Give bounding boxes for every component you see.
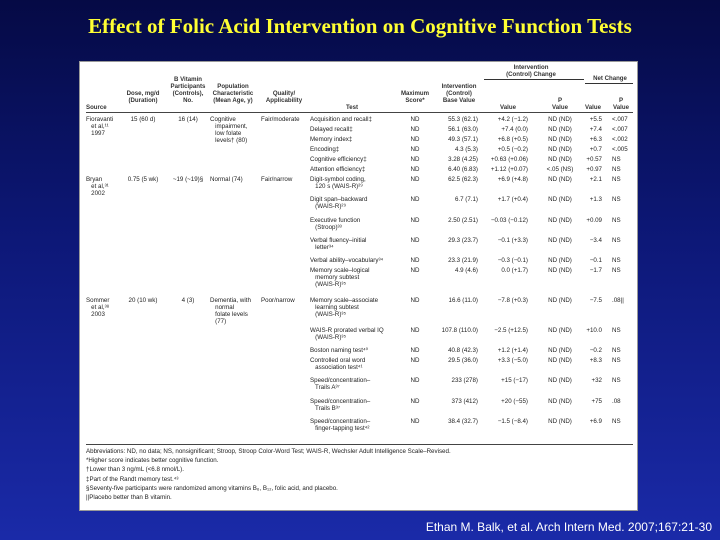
cell-max-score: ND [410, 176, 420, 183]
cell-base-value: 16.6 (11.0) [448, 297, 478, 304]
footnote-line: ‡Part of the Randt memory test.⁴³ [86, 475, 179, 483]
cell-change-p: ND (ND) [548, 176, 572, 183]
cell-max-score: ND [410, 217, 420, 224]
cell-net-p: .08|| [612, 297, 624, 304]
cell-change-value: +0.5 (−0.2) [497, 146, 528, 153]
cell-test: Memory scale–associate learning subtest (WAIS-R)³⁵ [310, 297, 379, 318]
cell-change-value: +6.8 (+0.5) [497, 136, 528, 143]
cell-base-value: 6.40 (6.83) [448, 166, 478, 173]
footnote-line: §Seventy-five participants were randomized among vitamins B₆, B₁₂, folic acid, and placebo. [86, 484, 338, 492]
cell-change-value: −1.5 (−8.4) [497, 418, 528, 425]
cell-dose: 15 (60 d) [130, 116, 156, 123]
cell-max-score: ND [410, 136, 420, 143]
cell-net-value: +0.97 [586, 166, 602, 173]
cell-change-p: ND (ND) [548, 418, 572, 425]
cell-change-value: +7.4 (0.0) [501, 126, 528, 133]
cell-net-value: +7.4 [589, 126, 602, 133]
cell-net-p: NS [612, 196, 621, 203]
cell-change-p: ND (ND) [548, 377, 572, 384]
cell-change-p: ND (ND) [548, 217, 572, 224]
cell-population: Cognitive impairment, low folate levels† (80) [210, 116, 248, 144]
cell-max-score: ND [410, 156, 420, 163]
footnote-line: †Lower than 3 ng/mL (<6.8 nmol/L). [86, 466, 184, 474]
cell-base-value: 3.28 (4.25) [448, 156, 478, 163]
cell-change-p: ND (ND) [548, 126, 572, 133]
cell-test: Speed/concentration– finger-tapping test⁴² [310, 418, 371, 432]
cell-net-value: +0.7 [589, 146, 602, 153]
cell-test: Verbal ability–vocabulary³⁴ [310, 257, 384, 264]
cell-change-p: ND (ND) [548, 257, 572, 264]
cell-net-value: +5.5 [589, 116, 602, 123]
cell-base-value: 2.50 (2.51) [448, 217, 478, 224]
cell-base-value: 4.9 (4.6) [454, 267, 478, 274]
cell-dose: 20 (10 wk) [128, 297, 158, 304]
cell-base-value: 233 (278) [451, 377, 478, 384]
header-dose: Dose, mg/d (Duration) [126, 90, 160, 104]
cell-participants: ~19 (~19)§ [172, 176, 204, 183]
cell-change-value: −0.03 (−0.12) [490, 217, 528, 224]
cell-change-value: +1.2 (+1.4) [497, 347, 528, 354]
header-change-group: Intervention (Control) Change [506, 64, 556, 78]
cell-base-value: 49.3 (57.1) [448, 136, 478, 143]
cell-population: Dementia, with normal folate levels (77) [210, 297, 251, 325]
cell-change-p: ND (ND) [548, 146, 572, 153]
cell-change-value: +1.7 (+0.4) [497, 196, 528, 203]
cell-quality: Fair/moderate [261, 116, 300, 123]
cell-net-value: +6.3 [589, 136, 602, 143]
cell-max-score: ND [410, 257, 420, 264]
cell-net-value: +1.3 [589, 196, 602, 203]
cell-test: Digit span–backward (WAIS-R)²⁹ [310, 196, 368, 210]
cell-change-p: ND (ND) [548, 347, 572, 354]
cell-change-p: ND (ND) [548, 297, 572, 304]
footnote-line: *Higher score indicates better cognitive function. [86, 457, 219, 465]
header-change-p: P Value [552, 97, 568, 111]
cell-max-score: ND [410, 357, 420, 364]
cell-max-score: ND [410, 377, 420, 384]
cell-net-value: +6.9 [589, 418, 602, 425]
cell-test: Verbal fluency–initial letter³⁴ [310, 237, 367, 251]
cell-test: Acquisition and recall‡ [310, 116, 372, 123]
cell-net-p: NS [612, 166, 621, 173]
header-quality: Quality/ Applicability [265, 90, 303, 104]
net-group-underline [585, 83, 633, 84]
footnote-line: ||Placebo better than B vitamin. [86, 494, 172, 502]
cell-test: Speed/concentration– Trails A³⁷ [310, 377, 371, 391]
header-test: Test [346, 104, 359, 111]
cell-change-value: −7.8 (+0.3) [497, 297, 528, 304]
header-change-value: Value [500, 104, 516, 111]
cell-max-score: ND [410, 327, 420, 334]
header-population: Population Characteristic (Mean Age, y) [212, 83, 254, 104]
header-net-value: Value [585, 104, 601, 111]
footnote-line: Abbreviations: ND, no data; NS, nonsignificant; Stroop, Stroop Color-Word Test; WAIS-R, Wechsler Adult Intelligence Scale–Revised. [86, 448, 451, 455]
cell-test: WAIS-R prorated verbal IQ (WAIS-R)³⁵ [310, 327, 384, 341]
cell-net-p: NS [612, 257, 621, 264]
cell-change-p: ND (ND) [548, 237, 572, 244]
cell-net-value: −0.1 [589, 257, 602, 264]
cell-net-p: <.007 [612, 116, 628, 123]
cell-change-value: +1.12 (+0.07) [490, 166, 528, 173]
cell-net-value: +0.09 [586, 217, 602, 224]
cell-change-p: ND (ND) [548, 327, 572, 334]
cell-net-p: <.002 [612, 136, 628, 143]
cell-change-value: +3.3 (−5.0) [497, 357, 528, 364]
citation: Ethan M. Balk, et al. Arch Intern Med. 2007;167:21-30 [425, 520, 712, 534]
cell-change-value: −2.5 (+12.5) [494, 327, 528, 334]
cell-net-value: +75 [591, 398, 602, 405]
cell-base-value: 55.3 (62.1) [448, 116, 478, 123]
cell-base-value: 62.5 (62.3) [448, 176, 478, 183]
cell-net-value: +0.57 [586, 156, 602, 163]
cell-max-score: ND [410, 418, 420, 425]
cell-change-p: ND (ND) [548, 196, 572, 203]
cell-source: Fioravanti et al,¹¹ 1997 [86, 116, 114, 137]
cell-test: Speed/concentration– Trails B³⁷ [310, 398, 371, 412]
cell-base-value: 373 (412) [451, 398, 478, 405]
cell-source: Sommer et al,³⁸ 2003 [86, 297, 110, 318]
cell-net-p: NS [612, 217, 621, 224]
cell-change-value: −0.3 (−0.1) [497, 257, 528, 264]
cell-quality: Fair/narrow [261, 176, 293, 183]
cell-net-value: −0.2 [589, 347, 602, 354]
cell-net-p: NS [612, 267, 621, 274]
cell-change-p: ND (ND) [548, 398, 572, 405]
cell-test: Delayed recall‡ [310, 126, 353, 133]
cell-change-value: 0.0 (+1.7) [501, 267, 528, 274]
cell-test: Cognitive efficiency‡ [310, 156, 367, 163]
cell-change-p: ND (ND) [548, 116, 572, 123]
cell-net-p: NS [612, 357, 621, 364]
cell-base-value: 40.8 (42.3) [448, 347, 478, 354]
cell-change-value: +6.9 (+4.8) [497, 176, 528, 183]
cell-test: Controlled oral word association test⁴¹ [310, 357, 366, 371]
cell-change-p: ND (ND) [548, 136, 572, 143]
cell-base-value: 4.3 (5.3) [454, 146, 478, 153]
cell-change-value: +0.63 (+0.06) [490, 156, 528, 163]
cell-dose: 0.75 (5 wk) [127, 176, 159, 183]
cell-net-p: NS [612, 237, 621, 244]
cell-max-score: ND [410, 166, 420, 173]
cell-test: Boston naming test⁴⁰ [310, 347, 369, 354]
cell-base-value: 23.3 (21.9) [448, 257, 478, 264]
cell-max-score: ND [410, 146, 420, 153]
cell-base-value: 38.4 (32.7) [448, 418, 478, 425]
cell-change-p: ND (ND) [548, 267, 572, 274]
cell-net-value: +2.1 [589, 176, 602, 183]
cell-base-value: 29.5 (36.0) [448, 357, 478, 364]
cell-net-value: +10.0 [586, 327, 602, 334]
cell-max-score: ND [410, 297, 420, 304]
header-rule [86, 112, 633, 113]
cell-net-p: NS [612, 377, 621, 384]
cell-max-score: ND [410, 237, 420, 244]
cell-test: Attention efficiency‡ [310, 166, 366, 173]
cell-population: Normal (74) [210, 176, 243, 183]
cell-max-score: ND [410, 267, 420, 274]
cell-test: Memory scale–logical memory subtest (WAIS-R)³⁵ [310, 267, 370, 288]
cell-net-p: NS [612, 176, 621, 183]
cell-net-p: NS [612, 327, 621, 334]
cell-source: Bryan et al,³¹ 2002 [86, 176, 109, 197]
cell-base-value: 56.1 (63.0) [448, 126, 478, 133]
cell-max-score: ND [410, 126, 420, 133]
cell-change-p: ND (ND) [548, 357, 572, 364]
cell-net-value: −7.5 [589, 297, 602, 304]
header-source: Source [86, 104, 107, 111]
cell-base-value: 29.3 (23.7) [448, 237, 478, 244]
cell-change-value: +20 (−55) [501, 398, 528, 405]
header-net-group: Net Change [593, 75, 627, 82]
header-base-value: Intervention (Control) Base Value [441, 83, 477, 104]
footnotes [86, 447, 631, 502]
cell-quality: Poor/narrow [261, 297, 295, 304]
cell-max-score: ND [410, 116, 420, 123]
cell-change-p: <.05 (NS) [546, 166, 574, 173]
footer-rule [86, 444, 633, 445]
cell-max-score: ND [410, 196, 420, 203]
slide-title: Effect of Folic Acid Intervention on Cognitive Function Tests [88, 14, 632, 38]
header-participants: B Vitamin Participants (Controls), No. [170, 76, 206, 104]
cell-net-p: .08 [612, 398, 621, 405]
cell-test: Memory index‡ [310, 136, 353, 143]
cell-net-p: NS [612, 156, 621, 163]
change-group-underline [484, 79, 584, 80]
cell-test: Executive function (Stroop)³³ [310, 217, 361, 231]
cell-participants: 4 (3) [181, 297, 195, 304]
cell-base-value: 107.8 (110.0) [441, 327, 478, 334]
cell-max-score: ND [410, 398, 420, 405]
cell-max-score: ND [410, 347, 420, 354]
evidence-table [79, 61, 638, 511]
cell-change-value: +15 (−17) [501, 377, 528, 384]
cell-net-p: NS [612, 418, 621, 425]
header-max-score: Maximum Score* [400, 90, 430, 104]
cell-base-value: 6.7 (7.1) [454, 196, 478, 203]
cell-net-value: −1.7 [589, 267, 602, 274]
header-net-p: P Value [613, 97, 629, 111]
cell-change-p: ND (ND) [548, 156, 572, 163]
cell-net-value: +8.3 [589, 357, 602, 364]
cell-change-value: +4.2 (−1.2) [497, 116, 528, 123]
cell-test: Encoding‡ [310, 146, 340, 153]
cell-net-p: <.005 [612, 146, 628, 153]
cell-test: Digit-symbol coding, 120 s (WAIS-R)²⁹ [310, 176, 366, 190]
cell-net-value: −3.4 [589, 237, 602, 244]
cell-net-value: +32 [591, 377, 602, 384]
cell-net-p: <.007 [612, 126, 628, 133]
cell-net-p: NS [612, 347, 621, 354]
cell-change-value: −0.1 (+3.3) [497, 237, 528, 244]
cell-participants: 16 (14) [178, 116, 198, 123]
